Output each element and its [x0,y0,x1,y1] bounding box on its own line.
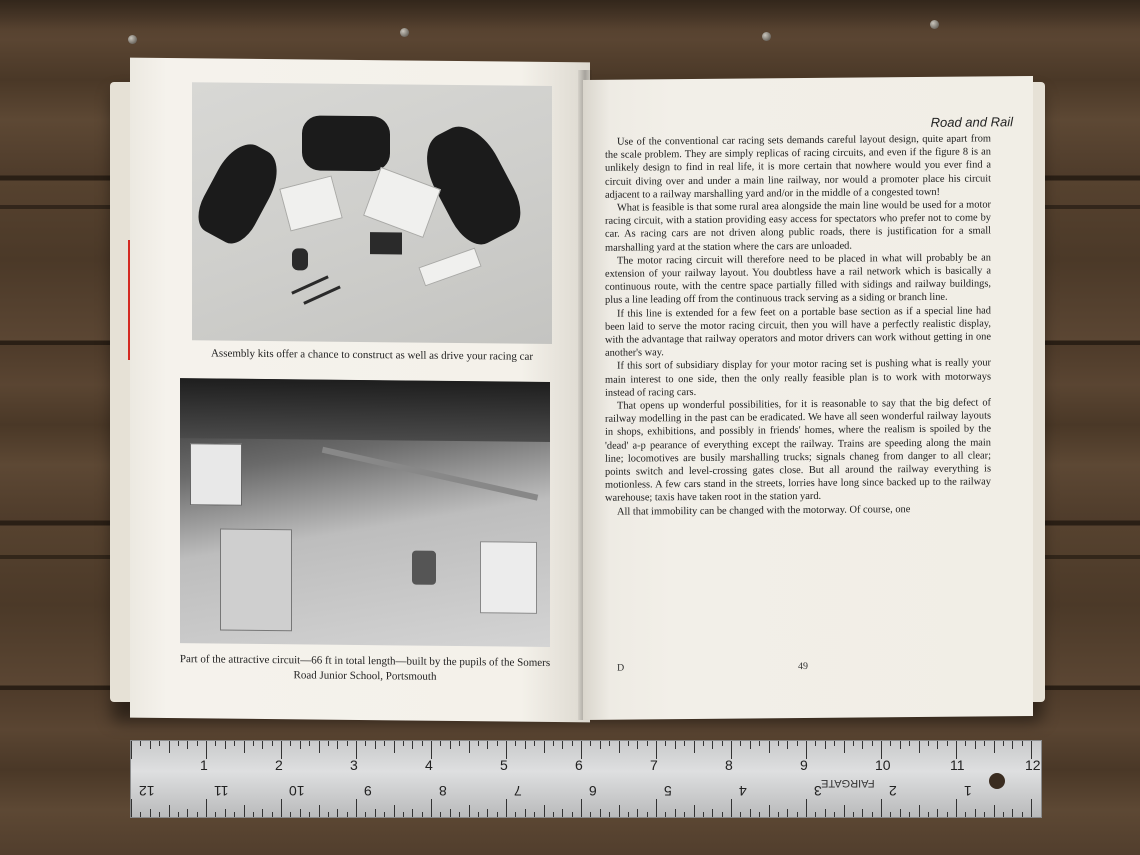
ruler-tick [337,741,338,749]
ruler-tick [872,741,873,746]
ruler-tick [928,812,929,817]
ruler-tick [675,741,676,749]
ruler-tick [872,812,873,817]
body-text [605,132,991,518]
ruler-tick [459,812,460,817]
ruler-tick [394,741,395,753]
photo-kit-decals [418,248,481,287]
ruler-tick [890,741,891,746]
ruler-tick [290,741,291,746]
ruler-tick [1003,741,1004,746]
ruler-tick [619,805,620,817]
ruler-tick [722,741,723,746]
ruler-tick [731,799,732,817]
photo-backdrop [180,378,550,442]
ruler-tick [937,741,938,749]
ruler-tick [600,809,601,817]
photo-car-jaguar [192,135,288,251]
nail [762,32,771,41]
paragraph: All that immobility can be changed with the motorway. Of course, one [617,503,911,518]
ruler-tick [525,741,526,749]
paragraph: If this line is extended for a few feet on a portable base section as if a special line had been laid to serve the motor racing circuit, then you will have a perfectly realistic display, with the advantage that railway operators and motor drivers can work without getting in one another's way. [605,305,991,360]
ruler-tick [834,812,835,817]
ruler-tick [994,741,995,753]
ruler-number: 11 [950,757,965,773]
ruler-tick [234,741,235,746]
ruler-number: 5 [500,757,508,773]
ruler-tick [1022,741,1023,746]
ruler-tick [253,812,254,817]
caption-top: Assembly kits offer a chance to construct as well as drive your racing car [210,347,534,363]
ruler-tick [469,805,470,817]
ruler-tick [712,741,713,749]
ruler-tick [628,812,629,817]
right-page [583,76,1033,720]
ruler-tick [975,741,976,749]
ruler-tick [450,809,451,817]
ruler-tick [309,812,310,817]
ruler-tick [384,812,385,817]
ruler-tick [319,741,320,753]
ruler-tick [337,809,338,817]
ruler-tick [328,812,329,817]
photo-car-mini [302,115,390,171]
ruler-tick [853,741,854,746]
ruler-number: 7 [650,757,658,773]
ruler-tick [544,741,545,753]
ruler-tick [900,741,901,749]
ruler-tick [225,741,226,749]
ruler-tick [740,812,741,817]
ruler-tick [590,812,591,817]
ruler-tick [975,809,976,817]
ruler-tick [965,812,966,817]
ruler-tick [647,812,648,817]
ruler-tick [515,812,516,817]
paragraph: That opens up wonderful possibilities, for it is reasonable to say that the big defect of railway modelling in the past can be eradicated. We have all seen wonderful railway layouts in shops, exhibitions, and possibly in friends' homes, where the realism is spoiled by the 'dead' a-p pearance of everything except the railway. Trains are speeding along the main line; locomotives are busily marshalling trucks; signals chaneg from danger to all clear; points switch and level-crossing gates close. But all around the railway everything is motionless. A few cars stand in the streets, lorries have long since backed up to the railway warehouse; taxis have taken root in the station yard. [605,397,991,505]
ruler-tick [787,809,788,817]
ruler-tick [290,812,291,817]
ruler-tick [740,741,741,746]
ruler-tick [553,741,554,746]
ruler-tick [187,809,188,817]
ruler-tick [450,741,451,749]
ruler-tick [647,741,648,746]
ruler-tick [506,799,507,817]
signature-mark: D [617,662,625,674]
ruler-tick [497,812,498,817]
ruler-tick [853,812,854,817]
ruler-tick [412,809,413,817]
ruler-tick [1031,799,1032,817]
ruler-tick [178,741,179,746]
ruler-tick [469,741,470,753]
ruler-number: 11 [214,783,229,799]
ruler-tick [300,809,301,817]
ruler-tick [394,805,395,817]
ruler-tick [572,812,573,817]
ruler-tick [919,741,920,753]
ruler-tick [140,741,141,746]
ruler-tick [947,812,948,817]
ruler-tick [365,741,366,746]
ruler-number: 1 [200,757,208,773]
ruler-tick [890,812,891,817]
ruler-tick [197,741,198,746]
ruler-tick [694,805,695,817]
ruler-tick [150,741,151,749]
ruler-tick [994,805,995,817]
ruler-tick [750,741,751,749]
ruler-tick [178,812,179,817]
ruler-tick [422,812,423,817]
ruler-tick [525,809,526,817]
ruler-tick [356,799,357,817]
ruler-tick [628,741,629,746]
ruler-tick [609,812,610,817]
ruler-tick [206,799,207,817]
ruler-tick [244,805,245,817]
ruler [130,740,1042,818]
ruler-tick [234,812,235,817]
ruler-tick [572,741,573,746]
paragraph: The motor racing circuit will therefore need to be placed in what will probably be an extension of your railway layout. You doubtless have a rail network which is basically a continuous route, with the centre space partially filled with sidings and railway buildings, plus a line leading off from the continuous track serving as a siding or branch line. [605,252,991,307]
ruler-brand: FAIRGATE [821,777,875,789]
ruler-tick [815,812,816,817]
page-number: 49 [798,661,808,673]
ruler-number: 8 [725,757,733,773]
photo-station [220,529,292,632]
ruler-number: 10 [875,757,891,773]
ruler-tick [365,812,366,817]
ruler-tick [965,741,966,746]
ruler-tick [478,741,479,746]
left-page [130,58,590,723]
ruler-number: 1 [964,783,972,799]
ruler-tick [1012,809,1013,817]
ruler-tick [703,741,704,746]
ruler-tick [919,805,920,817]
ruler-tick [956,799,957,817]
photo-kit-part [370,232,402,254]
ruler-tick [1012,741,1013,749]
ruler-tick [431,799,432,817]
ruler-tick [215,741,216,746]
ruler-tick [600,741,601,749]
ruler-tick [694,741,695,753]
ruler-tick [140,812,141,817]
ruler-tick [722,812,723,817]
ruler-number: 2 [889,783,897,799]
ruler-tick [422,741,423,746]
paragraph: If this sort of subsidiary display for your motor racing set is pushing what is really your main interest to one side, then the only really feasible plan is to work with motorways instead of racing cars. [605,357,991,399]
ruler-number: 6 [589,783,597,799]
ruler-number: 9 [364,783,372,799]
ruler-tick [1022,812,1023,817]
ruler-tick [750,809,751,817]
ruler-tick [347,741,348,746]
ruler-tick [440,812,441,817]
ruler-tick [384,741,385,746]
ruler-tick [759,741,760,746]
ruler-tick [769,805,770,817]
ruler-tick [909,741,910,746]
nail [400,28,409,37]
photo-sign [480,541,537,614]
ruler-tick [131,799,132,817]
ruler-tick [900,809,901,817]
ruler-tick [440,741,441,746]
nail [930,20,939,29]
ruler-tick [684,812,685,817]
photo-kit-part [279,175,343,231]
ruler-number: 12 [1025,757,1041,773]
ruler-tick [815,741,816,746]
ruler-tick [412,741,413,749]
ruler-tick [675,809,676,817]
ruler-tick [862,741,863,749]
ruler-tick [769,741,770,753]
ruler-tick [787,741,788,749]
ruler-tick [984,741,985,746]
ruler-number: 7 [514,783,522,799]
ruler-tick [928,741,929,746]
ruler-tick [487,741,488,749]
ruler-tick [319,805,320,817]
ruler-tick [637,741,638,749]
ruler-tick [759,812,760,817]
ruler-tick [262,809,263,817]
paragraph: What is feasible is that some rural area alongside the main line would be used for a motor racing circuit, with a station providing easy access for spectators who prefer not to come by car. As racing cars are not driven along public roads, there is justification for a small marshalling yard at the station where the cars are unloaded. [605,199,991,254]
ruler-tick [684,741,685,746]
ruler-tick [159,812,160,817]
ruler-tick [150,809,151,817]
ruler-tick [590,741,591,746]
ruler-tick [403,741,404,746]
ruler-tick [347,812,348,817]
ruler-tick [862,809,863,817]
ruler-tick [403,812,404,817]
ruler-number: 3 [350,757,358,773]
ruler-number: 9 [800,757,808,773]
ruler-tick [300,741,301,749]
ruler-tick [459,741,460,746]
ruler-tick [581,799,582,817]
photo-kit-part [292,248,308,270]
ruler-tick [619,741,620,753]
ruler-tick [937,809,938,817]
ruler-number: 5 [664,783,672,799]
ruler-tick [1003,812,1004,817]
ruler-tick [844,805,845,817]
ruler-tick [637,809,638,817]
photo-fuel-pump [412,551,436,585]
ruler-tick [328,741,329,746]
ruler-tick [215,812,216,817]
ruler-tick [375,809,376,817]
ruler-tick [806,799,807,817]
ruler-tick [497,741,498,746]
photo-model-circuit [180,378,550,647]
paragraph: Use of the conventional car racing sets demands careful layout design, quite apart from the scale problem. They are simply replicas of racing circuits, and even if the figure 8 is an unlikely design to find in real life, it is more certain that nowhere would you ever find a circuit diving over and under a main line railway, nor would a promoter place his circuit adjacent to a railway marshalling yard and/or in the middle of a congested town! [605,133,991,201]
ruler-tick [544,805,545,817]
ruler-tick [665,741,666,746]
ruler-tick [515,741,516,746]
ruler-tick [272,741,273,746]
ruler-tick [825,809,826,817]
ruler-tick [534,812,535,817]
running-heading: Road and Rail [930,114,1013,130]
photo-car-saloon [413,116,530,253]
ruler-tick [159,741,160,746]
ruler-tick [534,741,535,746]
ruler-tick [487,809,488,817]
ruler-tick [712,809,713,817]
ruler-hole [989,773,1005,789]
photo-kit-part [303,285,341,304]
ruler-number: 10 [289,783,305,799]
ruler-tick [778,741,779,746]
ruler-tick [553,812,554,817]
ruler-tick [797,812,798,817]
ruler-number: 6 [575,757,583,773]
ruler-tick [253,741,254,746]
ruler-tick [797,741,798,746]
ruler-tick [778,812,779,817]
ruler-tick [909,812,910,817]
ruler-tick [244,741,245,753]
ruler-number: 8 [439,783,447,799]
ruler-tick [187,741,188,749]
ruler-tick [834,741,835,746]
ruler-number: 2 [275,757,283,773]
ruler-number: 4 [739,783,747,799]
ruler-number: 3 [814,783,822,799]
ruler-tick [665,812,666,817]
ruler-tick [272,812,273,817]
ruler-tick [169,805,170,817]
photo-track [322,447,538,501]
ruler-tick [375,741,376,749]
ruler-tick [225,809,226,817]
ruler-tick [825,741,826,749]
ruler-number: 12 [139,783,155,799]
ruler-tick [609,741,610,746]
ruler-tick [562,809,563,817]
ruler-tick [478,812,479,817]
ruler-tick [562,741,563,749]
ruler-tick [197,812,198,817]
caption-bottom: Part of the attractive circuit—66 ft in total length—built by the pupils of the Somers Road Junior School, Portsmouth [179,653,551,683]
ruler-tick [844,741,845,753]
ruler-tick [656,799,657,817]
ruler-tick [947,741,948,746]
ruler-tick [703,812,704,817]
ruler-tick [262,741,263,749]
photo-building [190,443,242,506]
ruler-tick [131,741,132,759]
ruler-number: 4 [425,757,433,773]
nail [128,35,137,44]
ruler-tick [169,741,170,753]
ruler-tick [881,799,882,817]
photo-assembly-kits [192,82,552,344]
ruler-tick [281,799,282,817]
ruler-tick [984,812,985,817]
ruler-tick [309,741,310,746]
